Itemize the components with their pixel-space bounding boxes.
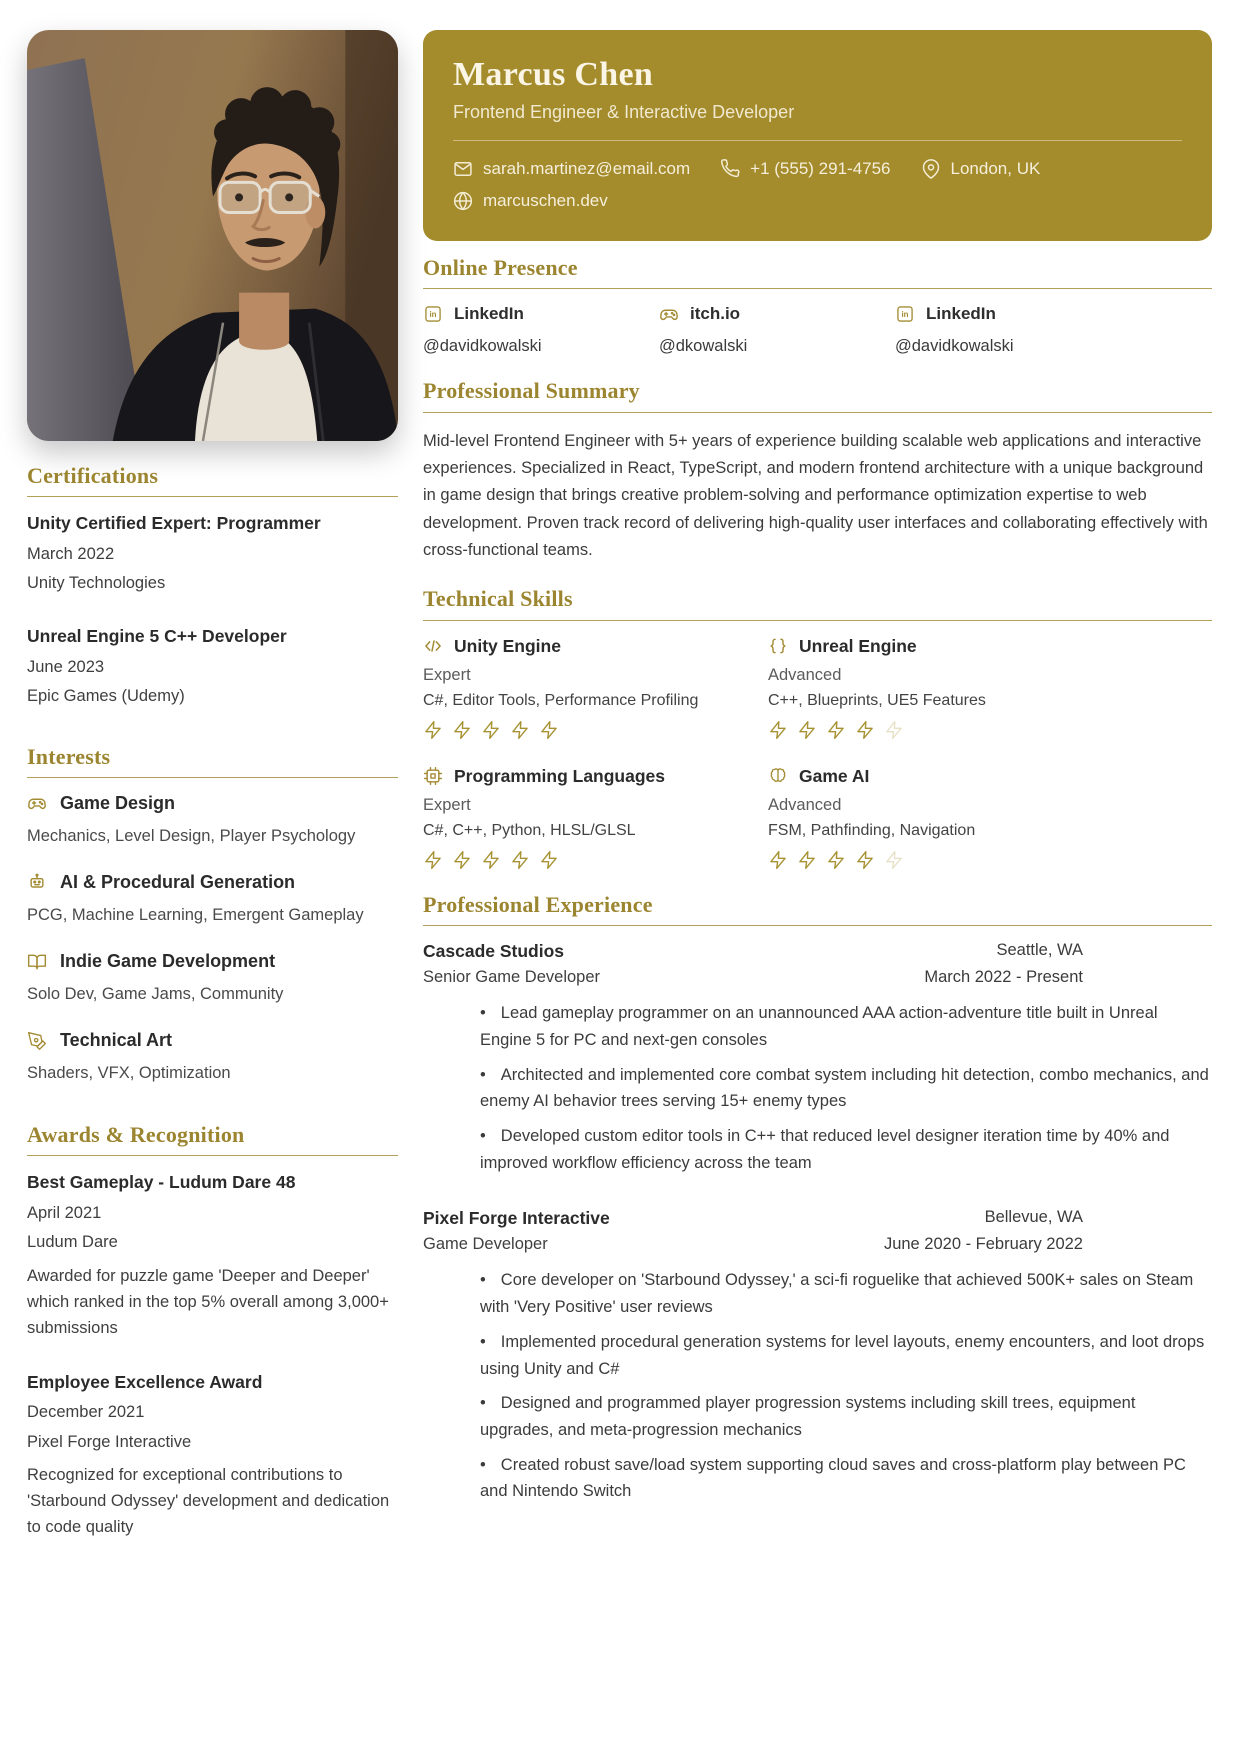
certification-date: June 2023 — [27, 658, 105, 677]
globe-icon — [453, 191, 473, 211]
interest-description: Mechanics, Level Design, Player Psychology — [27, 826, 356, 845]
bolt-icon — [481, 720, 501, 740]
platform-name: LinkedIn — [926, 304, 996, 324]
interest-header — [27, 872, 398, 893]
gamepad-icon — [27, 793, 47, 813]
job-header — [423, 941, 1212, 987]
job-role: Senior Game Developer — [423, 968, 601, 987]
skill-header — [423, 766, 768, 787]
skills-heading: Technical Skills — [423, 586, 1212, 620]
online-accounts — [423, 304, 1212, 356]
braces-icon — [768, 636, 788, 656]
brain-icon — [768, 766, 788, 786]
interest-item — [27, 872, 398, 928]
bolt-icon — [423, 720, 443, 740]
job-dates: March 2022 - Present — [924, 968, 1083, 987]
interests-list — [27, 793, 398, 1086]
gamepad-icon — [659, 304, 679, 324]
bolt-icon — [768, 850, 788, 870]
job-company: Pixel Forge Interactive — [423, 1208, 610, 1229]
pen-icon — [27, 1031, 47, 1051]
bolt-icon — [452, 720, 472, 740]
jobs-list — [423, 941, 1212, 1505]
account-handle[interactable]: @dkowalski — [659, 337, 748, 356]
award-description: Awarded for puzzle game 'Deeper and Deeper' which ranked in the top 5% overall among 3,000+ submissions — [27, 1266, 389, 1337]
job-bullets — [423, 1267, 1212, 1505]
job-location: Bellevue, WA — [984, 1208, 1083, 1227]
bolt-icon — [481, 850, 501, 870]
contact-value: sarah.martinez@email.com — [483, 159, 691, 178]
bullet-dot: • — [480, 1271, 486, 1290]
interest-header — [27, 793, 398, 814]
certification-item — [27, 512, 398, 594]
skill-card — [423, 636, 768, 740]
bullet-text: Architected and implemented core combat system including hit detection, combo mechanics, and enemy AI behavior trees serving 15+ enemy types — [480, 1065, 1209, 1111]
skill-level: Advanced — [768, 795, 842, 814]
svg-text:in: in — [901, 310, 909, 320]
bullet-dot: • — [480, 1004, 486, 1023]
certification-issuer: Unity Technologies — [27, 574, 166, 593]
skill-card — [768, 766, 1212, 870]
skill-keywords: C#, Editor Tools, Performance Profiling — [423, 691, 699, 709]
award-item — [27, 1171, 398, 1340]
award-item — [27, 1371, 398, 1540]
interest-name: Game Design — [60, 792, 176, 813]
platform-name: itch.io — [690, 304, 741, 324]
skill-header — [768, 766, 1212, 787]
skill-name: Unity Engine — [454, 635, 561, 656]
summary-section — [423, 378, 1212, 564]
certifications-section — [27, 463, 398, 708]
online-account[interactable] — [423, 304, 659, 356]
contact-item[interactable] — [453, 159, 690, 179]
book-icon — [27, 952, 47, 972]
certification-date: March 2022 — [27, 544, 115, 563]
bullet-text: Developed custom editor tools in C++ that reduced level designer iteration time by 40% and improved workflow efficiency across the team — [480, 1126, 1170, 1172]
summary-heading: Professional Summary — [423, 378, 1212, 412]
bolt-icon — [797, 850, 817, 870]
linkedin-icon — [895, 304, 915, 324]
skill-rating — [768, 720, 1212, 740]
skill-header — [768, 636, 1212, 657]
bolt-icon — [510, 720, 530, 740]
linkedin-icon — [423, 304, 443, 324]
contact-value: marcuschen.dev — [483, 191, 608, 210]
bolt-icon — [539, 850, 559, 870]
header-card — [423, 30, 1212, 241]
skill-level: Expert — [423, 795, 471, 814]
award-title: Employee Excellence Award — [27, 1371, 263, 1392]
interest-description: PCG, Machine Learning, Emergent Gameplay — [27, 905, 364, 924]
portrait-illustration — [27, 30, 398, 441]
certification-item — [27, 625, 398, 707]
job-company: Cascade Studios — [423, 941, 565, 962]
bullet-dot: • — [480, 1126, 486, 1145]
award-issuer: Ludum Dare — [27, 1233, 118, 1252]
bullet-text: Designed and programmed player progression systems including skill trees, equipment upgrades, and meta-progression mechanics — [480, 1394, 1136, 1439]
contact-item[interactable] — [921, 159, 1041, 179]
contact-value: +1 (555) 291-4756 — [750, 159, 891, 178]
profile-photo — [27, 30, 398, 441]
online-presence-heading: Online Presence — [423, 255, 1212, 289]
summary-text: Mid-level Frontend Engineer with 5+ years of experience building scalable web applications and interactive experiences. Specialized in React, TypeScript, and modern frontend architecture with a unique background in game design that brings creative problem-solving and performance optimization expertise to web development. Proven track record of delivering high-quality user interfaces and collaborating effectively with cross-functional teams. — [423, 431, 1208, 560]
account-platform-row — [659, 304, 895, 324]
certification-title: Unity Certified Expert: Programmer — [27, 513, 321, 534]
account-handle[interactable]: @davidkowalski — [895, 337, 1014, 356]
contact-item[interactable] — [453, 191, 608, 211]
job-entry — [423, 1208, 1212, 1505]
bullet-item — [480, 1452, 1212, 1505]
platform-name: LinkedIn — [454, 304, 524, 324]
interest-item — [27, 1030, 398, 1086]
interest-header — [27, 951, 398, 972]
interest-header — [27, 1030, 398, 1051]
bolt-icon — [826, 850, 846, 870]
bullet-text: Lead gameplay programmer on an unannounced AAA action-adventure title built in Unreal Engine 5 for PC and next-gen consoles — [480, 1004, 1158, 1049]
bullet-dot: • — [480, 1455, 486, 1474]
bullet-text: Implemented procedural generation systems for level layouts, enemy encounters, and loot drops using Unity and C# — [480, 1332, 1205, 1378]
bullet-item — [480, 1123, 1212, 1176]
skill-name: Unreal Engine — [799, 635, 917, 656]
skill-name: Programming Languages — [454, 765, 666, 786]
header-divider — [453, 140, 1182, 141]
award-date: December 2021 — [27, 1403, 145, 1422]
skill-rating — [768, 850, 1212, 870]
skill-keywords: C#, C++, Python, HLSL/GLSL — [423, 821, 636, 839]
interest-description: Shaders, VFX, Optimization — [27, 1064, 231, 1083]
certification-issuer: Epic Games (Udemy) — [27, 687, 185, 706]
interest-item — [27, 793, 398, 849]
bolt-icon — [855, 850, 875, 870]
bullet-text: Core developer on 'Starbound Odyssey,' a sci-fi roguelike that achieved 500K+ sales on Steam with 'Very Positive' user reviews — [480, 1271, 1194, 1317]
svg-text:in: in — [429, 310, 437, 320]
job-role: Game Developer — [423, 1235, 548, 1254]
bullet-dot: • — [480, 1065, 486, 1084]
skill-keywords: C++, Blueprints, UE5 Features — [768, 691, 986, 709]
interest-item — [27, 951, 398, 1007]
contact-value: London, UK — [950, 159, 1041, 178]
skill-keywords: FSM, Pathfinding, Navigation — [768, 821, 976, 839]
bullet-item — [480, 1062, 1212, 1115]
job-location: Seattle, WA — [996, 941, 1083, 960]
phone-icon — [720, 159, 740, 179]
skill-level: Advanced — [768, 665, 842, 684]
bolt-icon — [855, 720, 875, 740]
bolt-icon — [826, 720, 846, 740]
bolt-icon — [797, 720, 817, 740]
online-account[interactable] — [659, 304, 895, 356]
award-title: Best Gameplay - Ludum Dare 48 — [27, 1172, 296, 1193]
online-account[interactable] — [895, 304, 1212, 356]
person-name: Marcus Chen — [453, 56, 654, 93]
bullet-item — [480, 1390, 1212, 1443]
bullet-text: Created robust save/load system supporting cloud saves and cross-platform play between PC and Nintendo Switch — [480, 1455, 1186, 1501]
bolt-icon — [452, 850, 472, 870]
certifications-list — [27, 512, 398, 707]
online-presence-section — [423, 255, 1212, 356]
bullet-dot: • — [480, 1394, 486, 1413]
skill-card — [768, 636, 1212, 740]
account-platform-row — [895, 304, 1212, 324]
bolt-icon — [768, 720, 788, 740]
contacts-row — [453, 159, 1182, 211]
bolt-icon — [510, 850, 530, 870]
award-date: April 2021 — [27, 1204, 102, 1223]
skill-rating — [423, 850, 768, 870]
interest-name: Technical Art — [60, 1030, 173, 1051]
account-handle[interactable]: @davidkowalski — [423, 337, 542, 356]
bullet-dot: • — [480, 1332, 486, 1351]
account-platform-row — [423, 304, 659, 324]
bullet-item — [480, 1329, 1212, 1382]
left-column — [27, 30, 398, 1540]
award-issuer: Pixel Forge Interactive — [27, 1432, 192, 1451]
certifications-heading: Certifications — [27, 463, 398, 497]
code-icon — [423, 636, 443, 656]
skill-header — [423, 636, 768, 657]
skills-section — [423, 586, 1212, 869]
interest-name: AI & Procedural Generation — [60, 871, 296, 892]
bullet-item — [480, 1267, 1212, 1320]
pin-icon — [921, 159, 941, 179]
experience-heading: Professional Experience — [423, 892, 1212, 926]
bullet-item — [480, 1000, 1212, 1053]
contact-item[interactable] — [720, 159, 890, 179]
job-bullets — [423, 1000, 1212, 1176]
skill-rating — [423, 720, 768, 740]
bolt-icon — [884, 720, 904, 740]
interests-section — [27, 744, 398, 1087]
skills-grid — [423, 636, 1212, 870]
bolt-icon — [423, 850, 443, 870]
interest-name: Indie Game Development — [60, 951, 276, 972]
bolt-icon — [884, 850, 904, 870]
awards-heading: Awards & Recognition — [27, 1122, 398, 1156]
cpu-icon — [423, 766, 443, 786]
awards-list — [27, 1171, 398, 1540]
skill-name: Game AI — [799, 765, 870, 786]
job-entry — [423, 941, 1212, 1176]
robot-icon — [27, 872, 47, 892]
awards-section — [27, 1122, 398, 1540]
bolt-icon — [539, 720, 559, 740]
interests-heading: Interests — [27, 744, 398, 778]
job-dates: June 2020 - February 2022 — [883, 1235, 1083, 1254]
skill-level: Expert — [423, 665, 471, 684]
person-title: Frontend Engineer & Interactive Developer — [453, 102, 795, 122]
right-column — [423, 30, 1212, 1505]
certification-title: Unreal Engine 5 C++ Developer — [27, 626, 287, 647]
job-header — [423, 1208, 1212, 1254]
award-description: Recognized for exceptional contributions to 'Starbound Odyssey' development and dedication to code quality — [27, 1465, 390, 1537]
experience-section — [423, 892, 1212, 1505]
mail-icon — [453, 159, 473, 179]
interest-description: Solo Dev, Game Jams, Community — [27, 985, 284, 1004]
skill-card — [423, 766, 768, 870]
